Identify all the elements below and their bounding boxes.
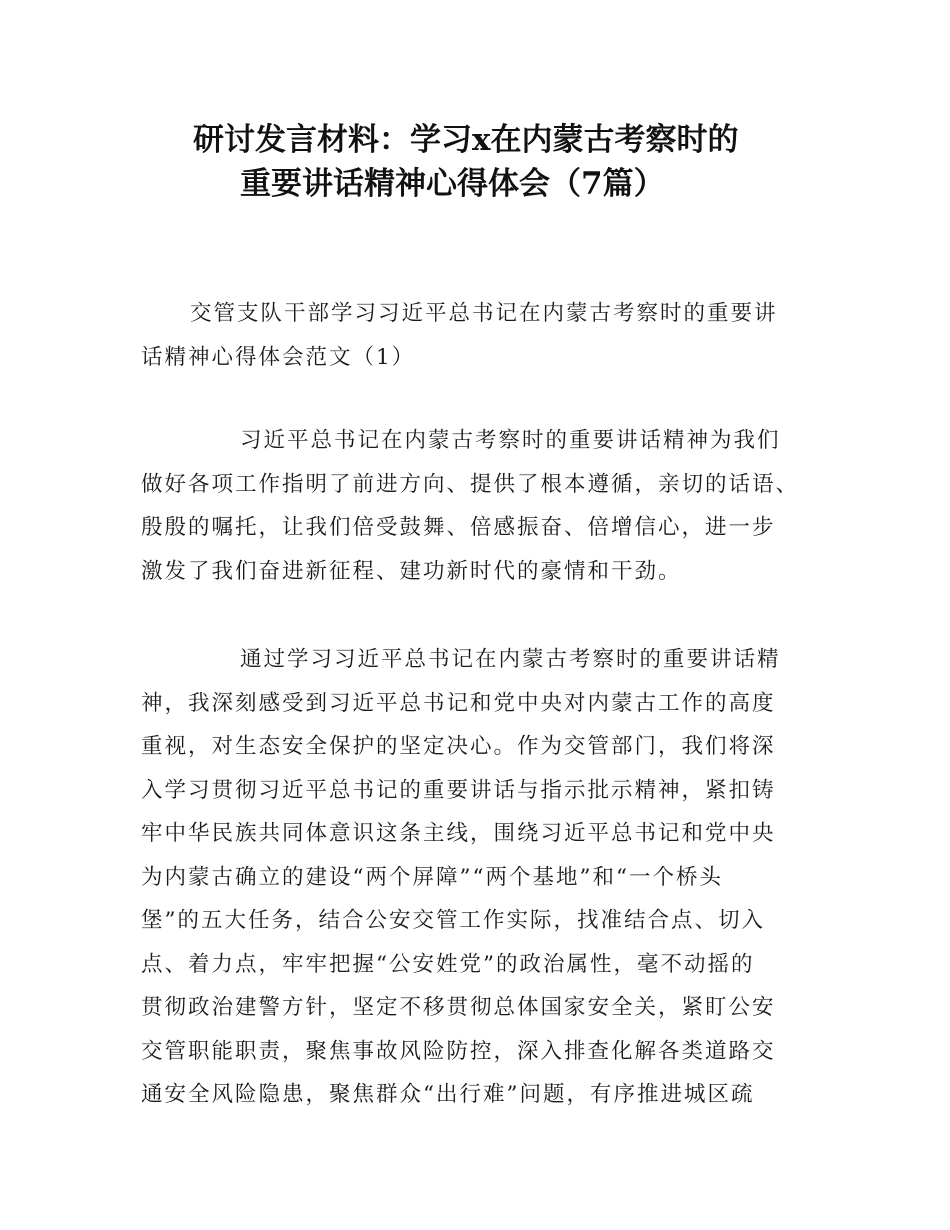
paragraph-line: 殷殷的嘱托，让我们倍受鼓舞、倍感振奋、倍增信心，进一步 bbox=[141, 515, 776, 540]
paragraph-line: 神，我深刻感受到习近平总书记和党中央对内蒙古工作的高度 bbox=[141, 690, 776, 716]
paragraph-line: 牢中华民族共同体意识这条主线，围绕习近平总书记和党中央 bbox=[141, 821, 776, 846]
document-title-line-2: 重要讲话精神心得体会（7篇） bbox=[240, 166, 665, 202]
paragraph-line: 堡”的五大任务，结合公安交管工作实际，找准结合点、切入 bbox=[141, 908, 765, 933]
paragraph-line: 贯彻政治建警方针，坚定不移贯彻总体国家安全关，紧盯公安 bbox=[141, 995, 776, 1020]
paragraph-line: 通安全风险隐患，聚焦群众“出行难”问题，有序推进城区疏 bbox=[141, 1082, 755, 1107]
paragraph-line: 通过学习习近平总书记在内蒙古考察时的重要讲话精 bbox=[240, 647, 781, 672]
paragraph-line: 重视，对生态安全保护的坚定决心。作为交管部门，我们将深 bbox=[141, 734, 776, 759]
paragraph-2 bbox=[141, 638, 831, 1117]
section-heading bbox=[141, 292, 831, 379]
paragraph-line: 点、着力点，牢牢把握“公安姓党”的政治属性，毫不动摇的 bbox=[141, 951, 755, 977]
document-title-line-1: 研讨发言材料：学习x在内蒙古考察时的 bbox=[193, 122, 739, 158]
paragraph-line: 交管职能职责，聚焦事故风险防控，深入排查化解各类道路交 bbox=[141, 1038, 776, 1064]
paragraph-1 bbox=[141, 419, 831, 593]
paragraph-line: 入学习贯彻习近平总书记的重要讲话与指示批示精神，紧扣铸 bbox=[141, 777, 776, 803]
paragraph-line: 为内蒙古确立的建设“两个屏障”“两个基地”和“一个桥头 bbox=[141, 864, 723, 890]
paragraph-line: 激发了我们奋进新征程、建功新时代的豪情和干劲。 bbox=[141, 558, 682, 584]
section-heading-line: 交管支队干部学习习近平总书记在内蒙古考察时的重要讲 bbox=[190, 301, 778, 326]
paragraph-line: 习近平总书记在内蒙古考察时的重要讲话精神为我们 bbox=[240, 428, 781, 453]
paragraph-line: 做好各项工作指明了前进方向、提供了根本遵循，亲切的话语、 bbox=[141, 471, 800, 497]
section-heading-line: 话精神心得体会范文（1） bbox=[141, 344, 416, 370]
